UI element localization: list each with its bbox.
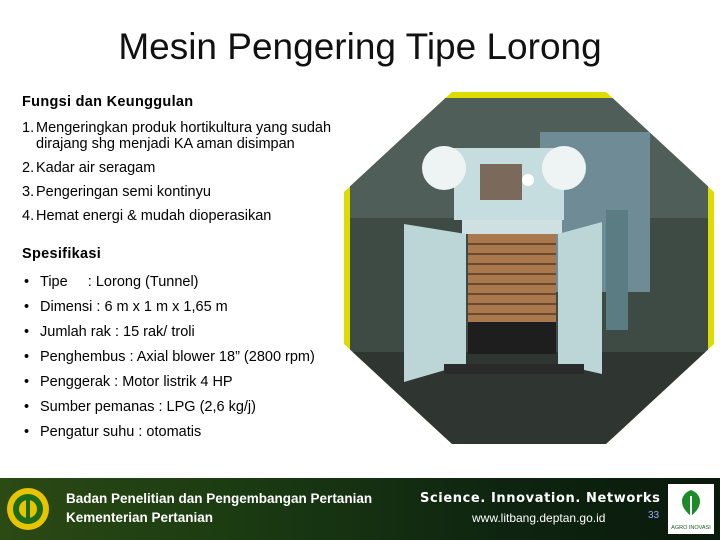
function-item — [22, 120, 352, 152]
tagline: Science. Innovation. Networks — [420, 491, 661, 506]
footer-background — [0, 478, 720, 540]
bullet-icon: • — [24, 374, 30, 390]
spec-text: Penggerak : Motor listrik 4 HP — [40, 374, 233, 390]
spec-text: Sumber pemanas : LPG (2,6 kg/j) — [40, 399, 256, 415]
agro-inovasi-label: AGRO INOVASI — [671, 525, 711, 531]
spec-text: Jumlah rak : 15 rak/ troli — [40, 324, 195, 340]
functions-heading: Fungsi dan Keunggulan — [22, 94, 194, 110]
specs-heading: Spesifikasi — [22, 246, 102, 262]
function-number: 1. — [22, 120, 35, 136]
spec-item — [22, 349, 352, 366]
spec-item — [22, 399, 352, 416]
function-number: 3. — [22, 184, 35, 200]
organization-name: Badan Penelitian dan Pengembangan Pertanian — [66, 491, 373, 506]
bullet-icon: • — [24, 299, 30, 315]
spec-text: Tipe : Lorong (Tunnel) — [40, 274, 199, 290]
bullet-icon: • — [24, 324, 30, 340]
spec-text: Penghembus : Axial blower 18” (2800 rpm) — [40, 349, 315, 365]
function-text: Kadar air seragam — [36, 160, 156, 176]
function-item — [22, 160, 352, 176]
spec-item — [22, 299, 352, 316]
function-item — [22, 208, 352, 224]
spec-item — [22, 324, 352, 341]
spec-item — [22, 374, 352, 391]
slide-title: Mesin Pengering Tipe Lorong — [118, 26, 602, 67]
spec-text: Dimensi : 6 m x 1 m x 1,65 m — [40, 299, 228, 315]
website-link[interactable]: www.litbang.deptan.go.id — [472, 511, 606, 525]
content-panel — [22, 94, 352, 449]
page-number: 33 — [648, 510, 660, 521]
footer-bar — [0, 478, 720, 540]
bullet-icon: • — [24, 349, 30, 365]
badan-litbang-logo-icon — [6, 487, 50, 531]
dryer-photo-illustration — [344, 92, 714, 444]
bullet-icon: • — [24, 399, 30, 415]
agro-inovasi-logo-icon — [668, 484, 714, 534]
spec-item — [22, 274, 352, 291]
function-text: Pengeringan semi kontinyu — [36, 184, 211, 200]
function-item — [22, 184, 352, 200]
ministry-name: Kementerian Pertanian — [66, 510, 214, 525]
bullet-icon: • — [24, 424, 30, 440]
dryer-machine-photo — [344, 92, 714, 444]
bullet-icon: • — [24, 274, 30, 290]
function-text: Mengeringkan produk hortikultura yang sudah dirajang shg menjadi KA aman disimpan — [36, 120, 332, 152]
function-text: Hemat energi & mudah dioperasikan — [36, 208, 272, 224]
agro-inovasi-mark — [668, 484, 714, 534]
spec-text: Pengatur suhu : otomatis — [40, 424, 202, 440]
function-number: 2. — [22, 160, 35, 176]
spec-item — [22, 424, 352, 441]
function-number: 4. — [22, 208, 35, 224]
